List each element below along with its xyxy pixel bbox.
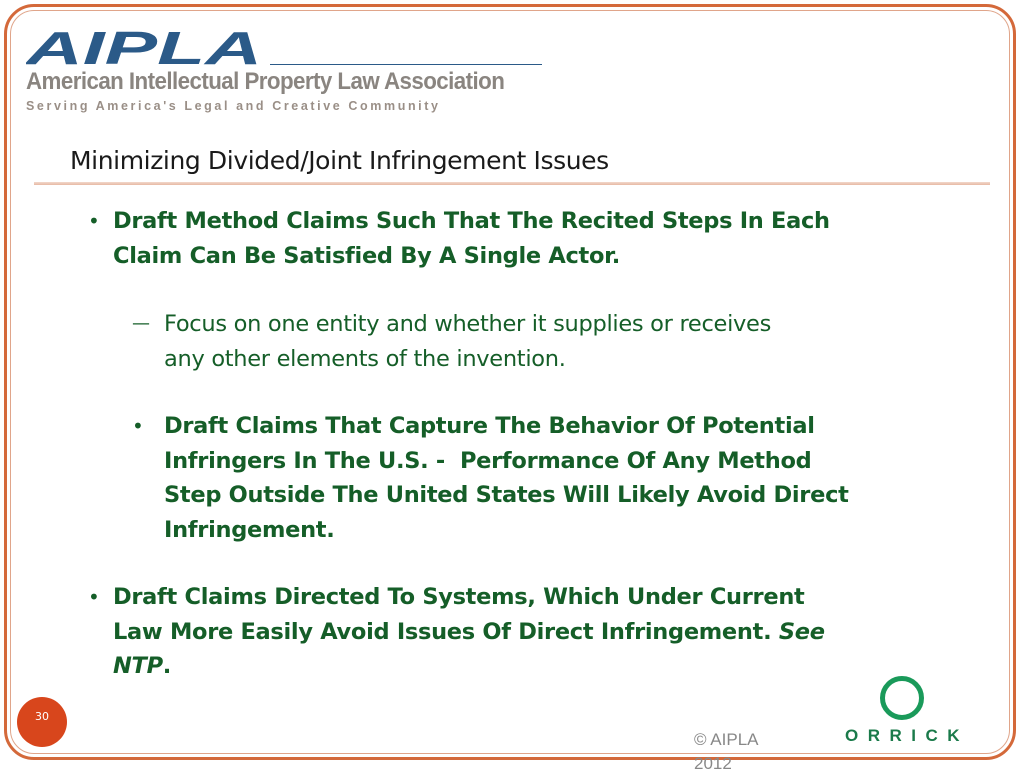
orrick-ring-icon xyxy=(880,676,924,720)
org-name: American Intellectual Property Law Association xyxy=(26,68,505,95)
sub-item-line: Infringers In The U.S. - Performance Of Any Method xyxy=(164,447,812,474)
case-name: NTP xyxy=(113,653,163,679)
sub-item-1 xyxy=(132,307,771,376)
bullet-line xyxy=(113,649,825,684)
bullet-line: Draft Claims Directed To Systems, Which Under Current xyxy=(113,584,805,610)
orrick-logo-text: ORRICK xyxy=(845,726,970,745)
sub-item-line: Focus on one entity and whether it supplies or receives xyxy=(164,311,771,337)
copyright-year: 2012 xyxy=(694,754,732,773)
bullet-line: Draft Method Claims Such That The Recited Steps In Each xyxy=(113,208,830,234)
sub-item-2 xyxy=(132,409,849,547)
org-tagline: Serving America's Legal and Creative Community xyxy=(26,99,441,113)
copyright-notice xyxy=(694,728,804,776)
bullet-line-text: Law More Easily Avoid Issues Of Direct Infringement. xyxy=(113,618,772,645)
slide-title: Minimizing Divided/Joint Infringement Issues xyxy=(70,146,609,175)
bullet-marker: • xyxy=(88,209,100,233)
citation-signal: See xyxy=(778,618,825,645)
bullet-marker: • xyxy=(132,414,144,438)
aipla-logo xyxy=(26,30,266,70)
sub-item-line: Draft Claims That Capture The Behavior Of Potential xyxy=(164,413,815,439)
bullet-marker: • xyxy=(88,585,100,609)
sub-item-line: Infringement. xyxy=(164,516,335,543)
bullet-2 xyxy=(88,580,825,684)
logo-divider xyxy=(270,64,542,65)
bullet-1 xyxy=(88,204,830,273)
svg-text:AIPLA: AIPLA xyxy=(26,30,262,66)
dash-marker: — xyxy=(132,313,150,334)
aipla-logo-wordmark xyxy=(26,30,266,66)
sub-item-line: Step Outside The United States Will Likely Avoid Direct xyxy=(164,482,849,508)
bullet-line: Claim Can Be Satisfied By A Single Actor. xyxy=(113,242,620,269)
bullet-line-tail: . xyxy=(162,653,172,679)
title-divider xyxy=(34,182,990,185)
copyright-line: © AIPLA xyxy=(694,730,759,749)
page-number-badge: 30 xyxy=(17,697,67,747)
sub-item-line: any other elements of the invention. xyxy=(164,345,566,372)
bullet-line xyxy=(113,615,825,650)
